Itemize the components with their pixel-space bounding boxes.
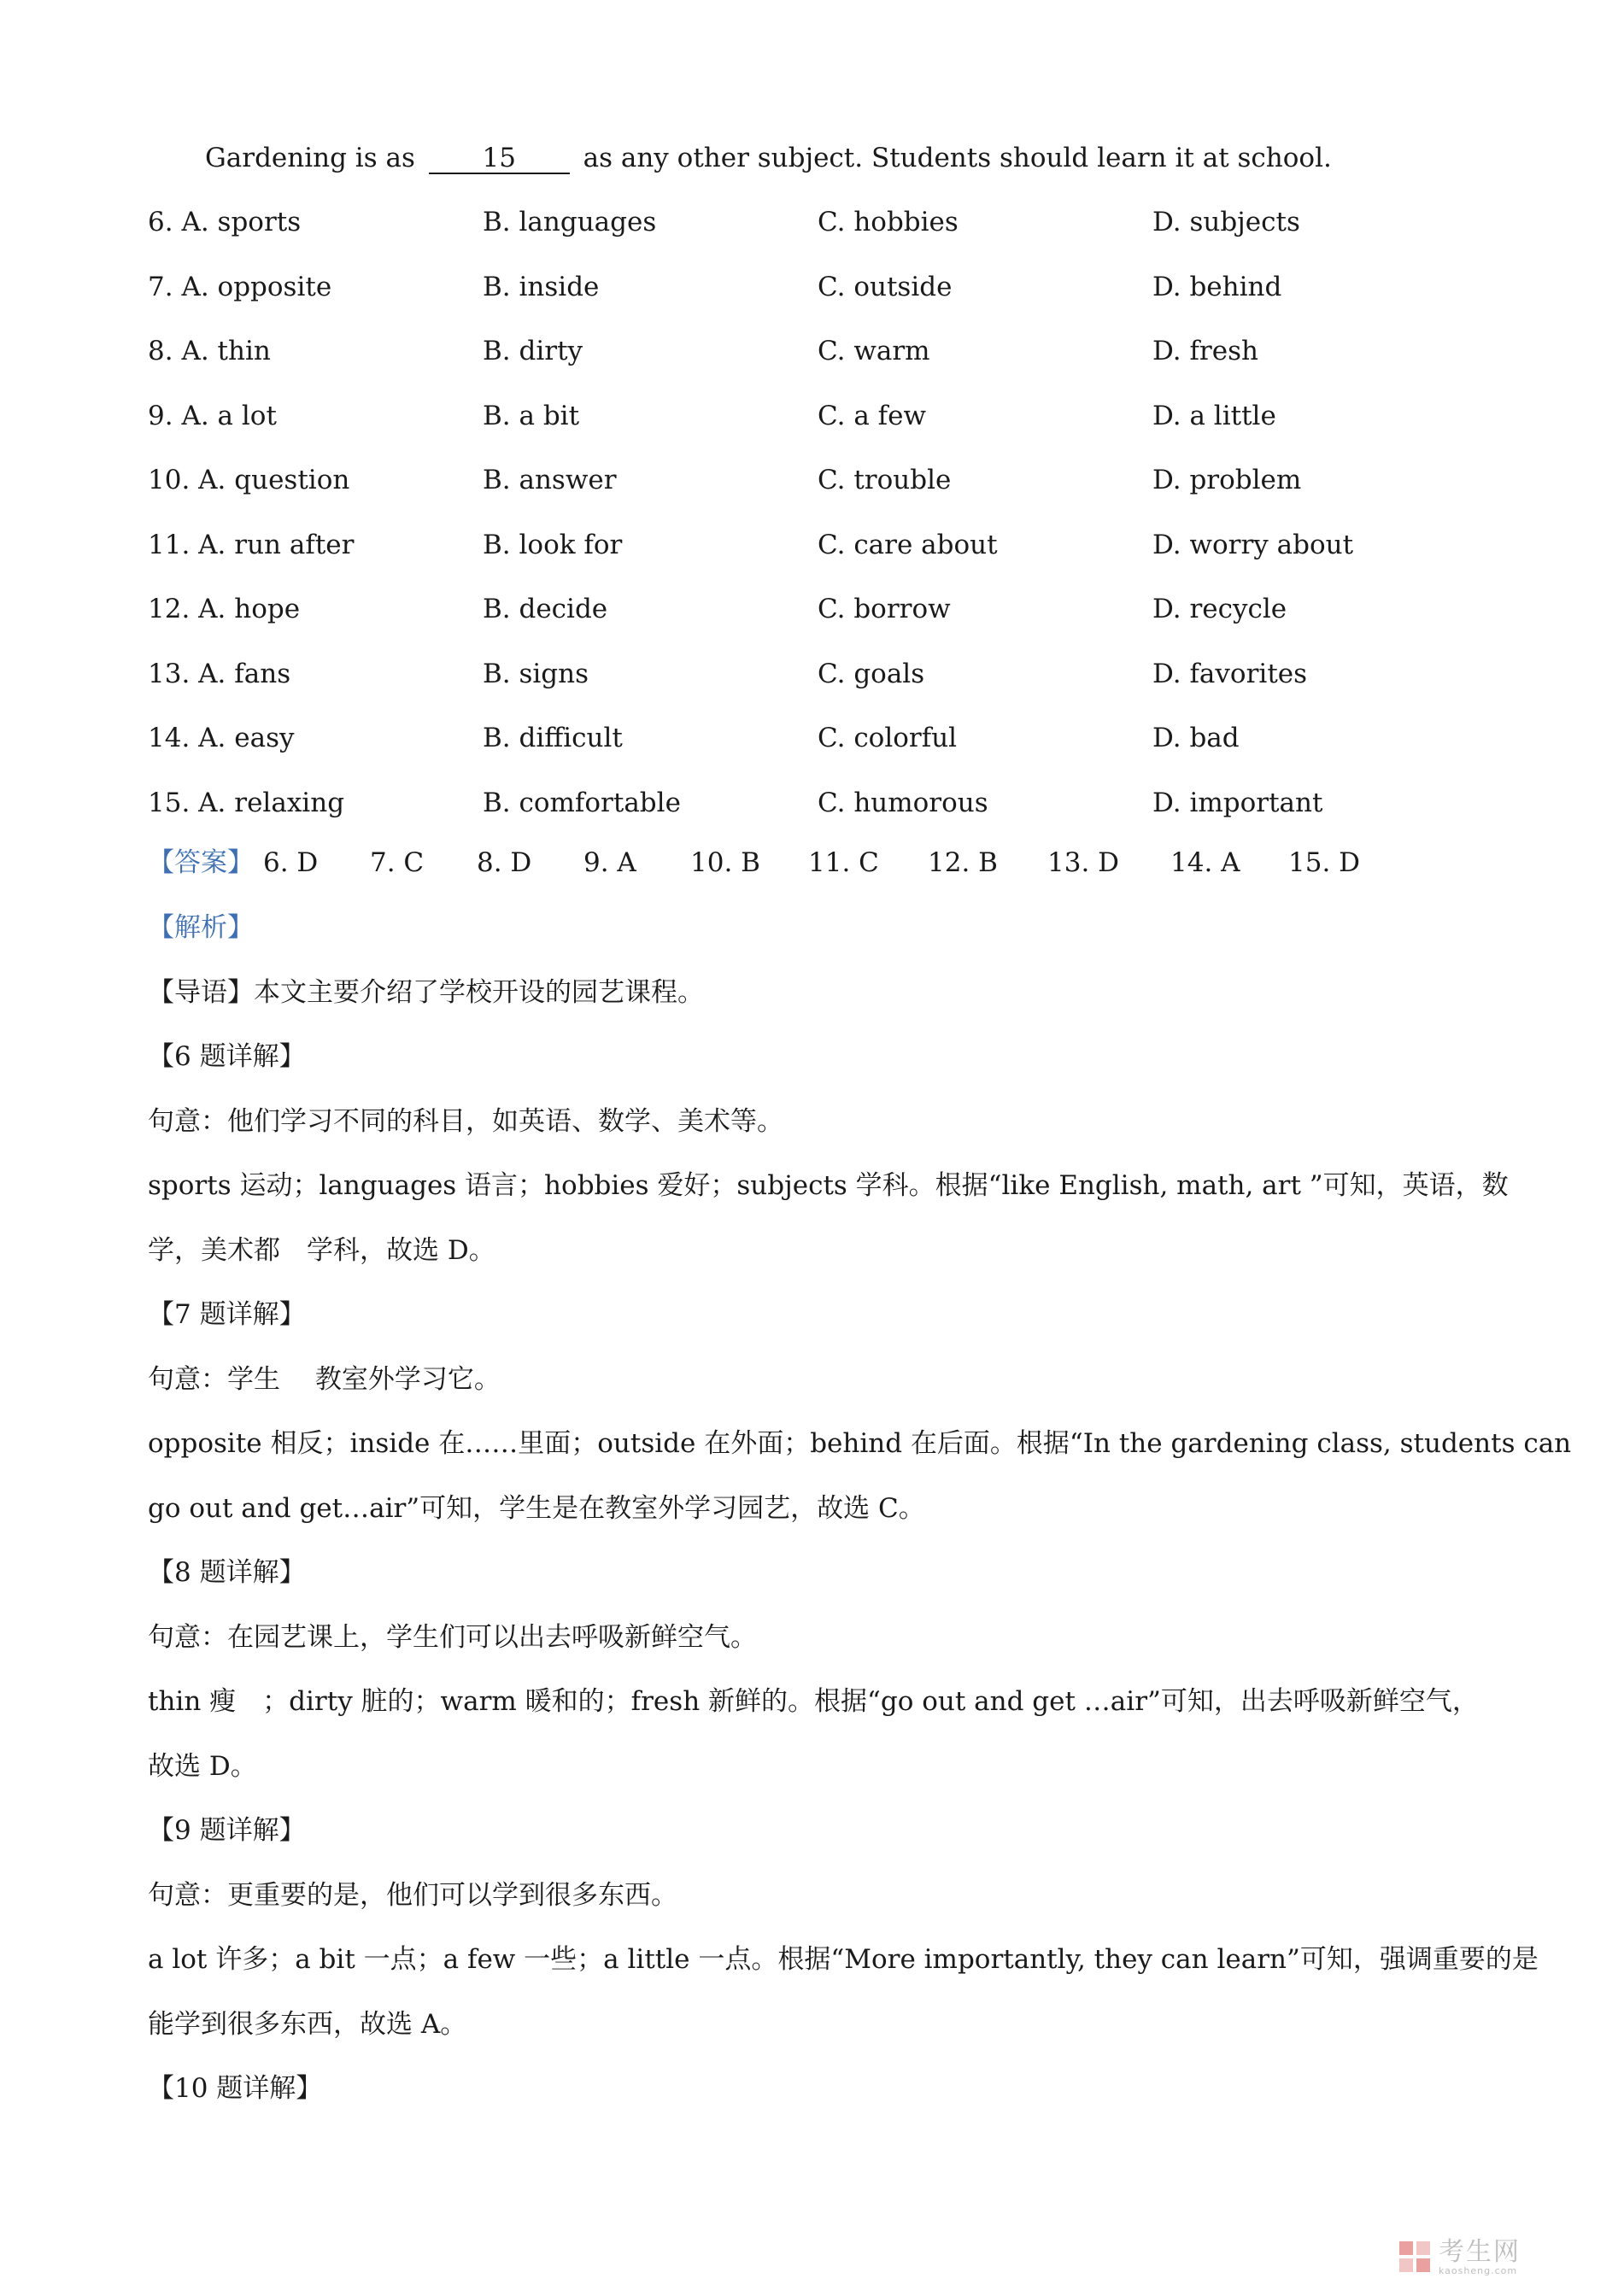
option-a-label: A. hope [198, 594, 301, 624]
question-row [148, 399, 1480, 433]
option-c: C. outside [818, 271, 953, 302]
option-c: C. goals [818, 658, 925, 689]
question-row [148, 463, 1480, 497]
question-number: 12. [148, 594, 191, 624]
lead-paragraph: 【导语】本文主要介绍了学校开设的园艺课程。 [148, 977, 704, 1008]
option-b: B. decide [483, 594, 608, 624]
watermark-logo-icon [1399, 2241, 1432, 2274]
question-row [148, 592, 1480, 626]
option-b: B. inside [483, 271, 600, 302]
q8-heading: 【8 题详解】 [148, 1557, 306, 1588]
option-b: B. signs [483, 658, 589, 689]
option-d: D. fresh [1152, 336, 1258, 366]
option-c: C. humorous [818, 787, 988, 818]
watermark-sub: kaosheng.com [1439, 2265, 1518, 2276]
question-row [148, 205, 1480, 239]
answer-item: 7. C [370, 847, 425, 878]
option-a-label: A. question [198, 465, 350, 495]
question-number: 7. [148, 271, 173, 302]
option-b: B. comfortable [483, 787, 681, 818]
watermark-main: 考生网 [1439, 2237, 1521, 2267]
option-d: D. recycle [1152, 594, 1287, 624]
q9-explanation-line2: 能学到很多东西，故选 A。 [148, 2009, 467, 2040]
option-d: D. favorites [1152, 658, 1308, 689]
question-row [148, 721, 1480, 755]
option-a [148, 592, 300, 626]
option-c: C. care about [818, 529, 998, 560]
passage-after: as any other subject. Students should learn it at school. [583, 143, 1332, 173]
option-c: C. colorful [818, 723, 958, 753]
passage-before: Gardening is as [205, 143, 415, 173]
passage-last-sentence [205, 141, 1332, 175]
question-number: 10. [148, 465, 191, 495]
q9-heading: 【9 题详解】 [148, 1815, 306, 1846]
q10-heading: 【10 题详解】 [148, 2073, 323, 2104]
site-watermark [1399, 2231, 1600, 2284]
question-row [148, 786, 1480, 820]
option-a [148, 657, 290, 691]
question-number: 11. [148, 529, 191, 560]
q7-meaning: 句意：学生 教室外学习它。 [148, 1364, 501, 1395]
option-a-label: A. run after [198, 529, 355, 560]
option-d: D. bad [1152, 723, 1240, 753]
question-number: 15. [148, 787, 191, 818]
answer-item: 15. D [1288, 847, 1361, 878]
question-number: 9. [148, 400, 173, 431]
answer-tag: 【答案】 [148, 847, 254, 878]
option-a [148, 399, 277, 433]
question-number: 8. [148, 336, 173, 366]
option-c: C. warm [818, 336, 930, 366]
option-b: B. difficult [483, 723, 623, 753]
question-number: 13. [148, 658, 191, 689]
option-c: C. trouble [818, 465, 952, 495]
option-d: D. worry about [1152, 529, 1354, 560]
option-a [148, 786, 344, 820]
q8-explanation-line1: thin 瘦 ；dirty 脏的；warm 暖和的；fresh 新鲜的。根据“go out and get …air”可知，出去呼吸新鲜空气， [148, 1686, 1479, 1717]
option-a [148, 205, 301, 239]
q9-meaning: 句意：更重要的是，他们可以学到很多东西。 [148, 1880, 677, 1911]
option-a-label: A. fans [198, 658, 291, 689]
option-a [148, 528, 354, 562]
option-c: C. borrow [818, 594, 951, 624]
answer-row [148, 846, 1361, 880]
option-b: B. answer [483, 465, 617, 495]
option-d: D. problem [1152, 465, 1302, 495]
option-d: D. subjects [1152, 207, 1300, 237]
q7-explanation-line1: opposite 相反；inside 在……里面；outside 在外面；behind 在后面。根据“In the gardening class, students can [148, 1428, 1572, 1459]
q8-meaning: 句意：在园艺课上，学生们可以出去呼吸新鲜空气。 [148, 1622, 757, 1653]
option-a [148, 463, 349, 497]
option-d: D. important [1152, 787, 1323, 818]
question-row [148, 334, 1480, 368]
answer-item: 10. B [690, 847, 760, 878]
answer-item: 14. A [1170, 847, 1240, 878]
option-a-label: A. a lot [181, 400, 277, 431]
question-row [148, 657, 1480, 691]
passage-blank: 15 [429, 144, 570, 174]
analysis-tag: 【解析】 [148, 912, 254, 943]
q6-explanation-line2: 学，美术都 学科，故选 D。 [148, 1235, 495, 1266]
q8-explanation-line2: 故选 D。 [148, 1751, 257, 1782]
option-c: C. a few [818, 400, 927, 431]
question-number: 6. [148, 207, 173, 237]
answer-item: 6. D [263, 847, 319, 878]
option-d: D. a little [1152, 400, 1276, 431]
option-a [148, 270, 331, 304]
q6-heading: 【6 题详解】 [148, 1041, 306, 1072]
answer-item: 11. C [808, 847, 879, 878]
option-c: C. hobbies [818, 207, 959, 237]
option-d: D. behind [1152, 271, 1282, 302]
option-b: B. look for [483, 529, 623, 560]
option-a [148, 334, 271, 368]
option-b: B. dirty [483, 336, 583, 366]
answer-item: 8. D [477, 847, 532, 878]
q6-meaning: 句意：他们学习不同的科目，如英语、数学、美术等。 [148, 1106, 783, 1137]
option-a-label: A. opposite [181, 271, 332, 302]
option-b: B. languages [483, 207, 657, 237]
q9-explanation-line1: a lot 许多；a bit 一点；a few 一些；a little 一点。根据“More importantly, they can learn”可知，强调重要的是 [148, 1944, 1539, 1975]
answer-item: 13. D [1047, 847, 1120, 878]
option-a-label: A. thin [181, 336, 271, 366]
option-a [148, 721, 295, 755]
question-row [148, 528, 1480, 562]
option-a-label: A. relaxing [198, 787, 345, 818]
option-a-label: A. sports [181, 207, 302, 237]
q7-heading: 【7 题详解】 [148, 1299, 306, 1330]
answer-item: 9. A [583, 847, 636, 878]
question-row [148, 270, 1480, 304]
option-a-label: A. easy [198, 723, 295, 753]
q7-explanation-line2: go out and get…air”可知，学生是在教室外学习园艺，故选 C。 [148, 1493, 925, 1524]
q6-explanation-line1: sports 运动；languages 语言；hobbies 爱好；subjects 学科。根据“like English, math, art ”可知，英语，数 [148, 1170, 1509, 1201]
option-b: B. a bit [483, 400, 580, 431]
answer-item: 12. B [928, 847, 998, 878]
question-number: 14. [148, 723, 191, 753]
